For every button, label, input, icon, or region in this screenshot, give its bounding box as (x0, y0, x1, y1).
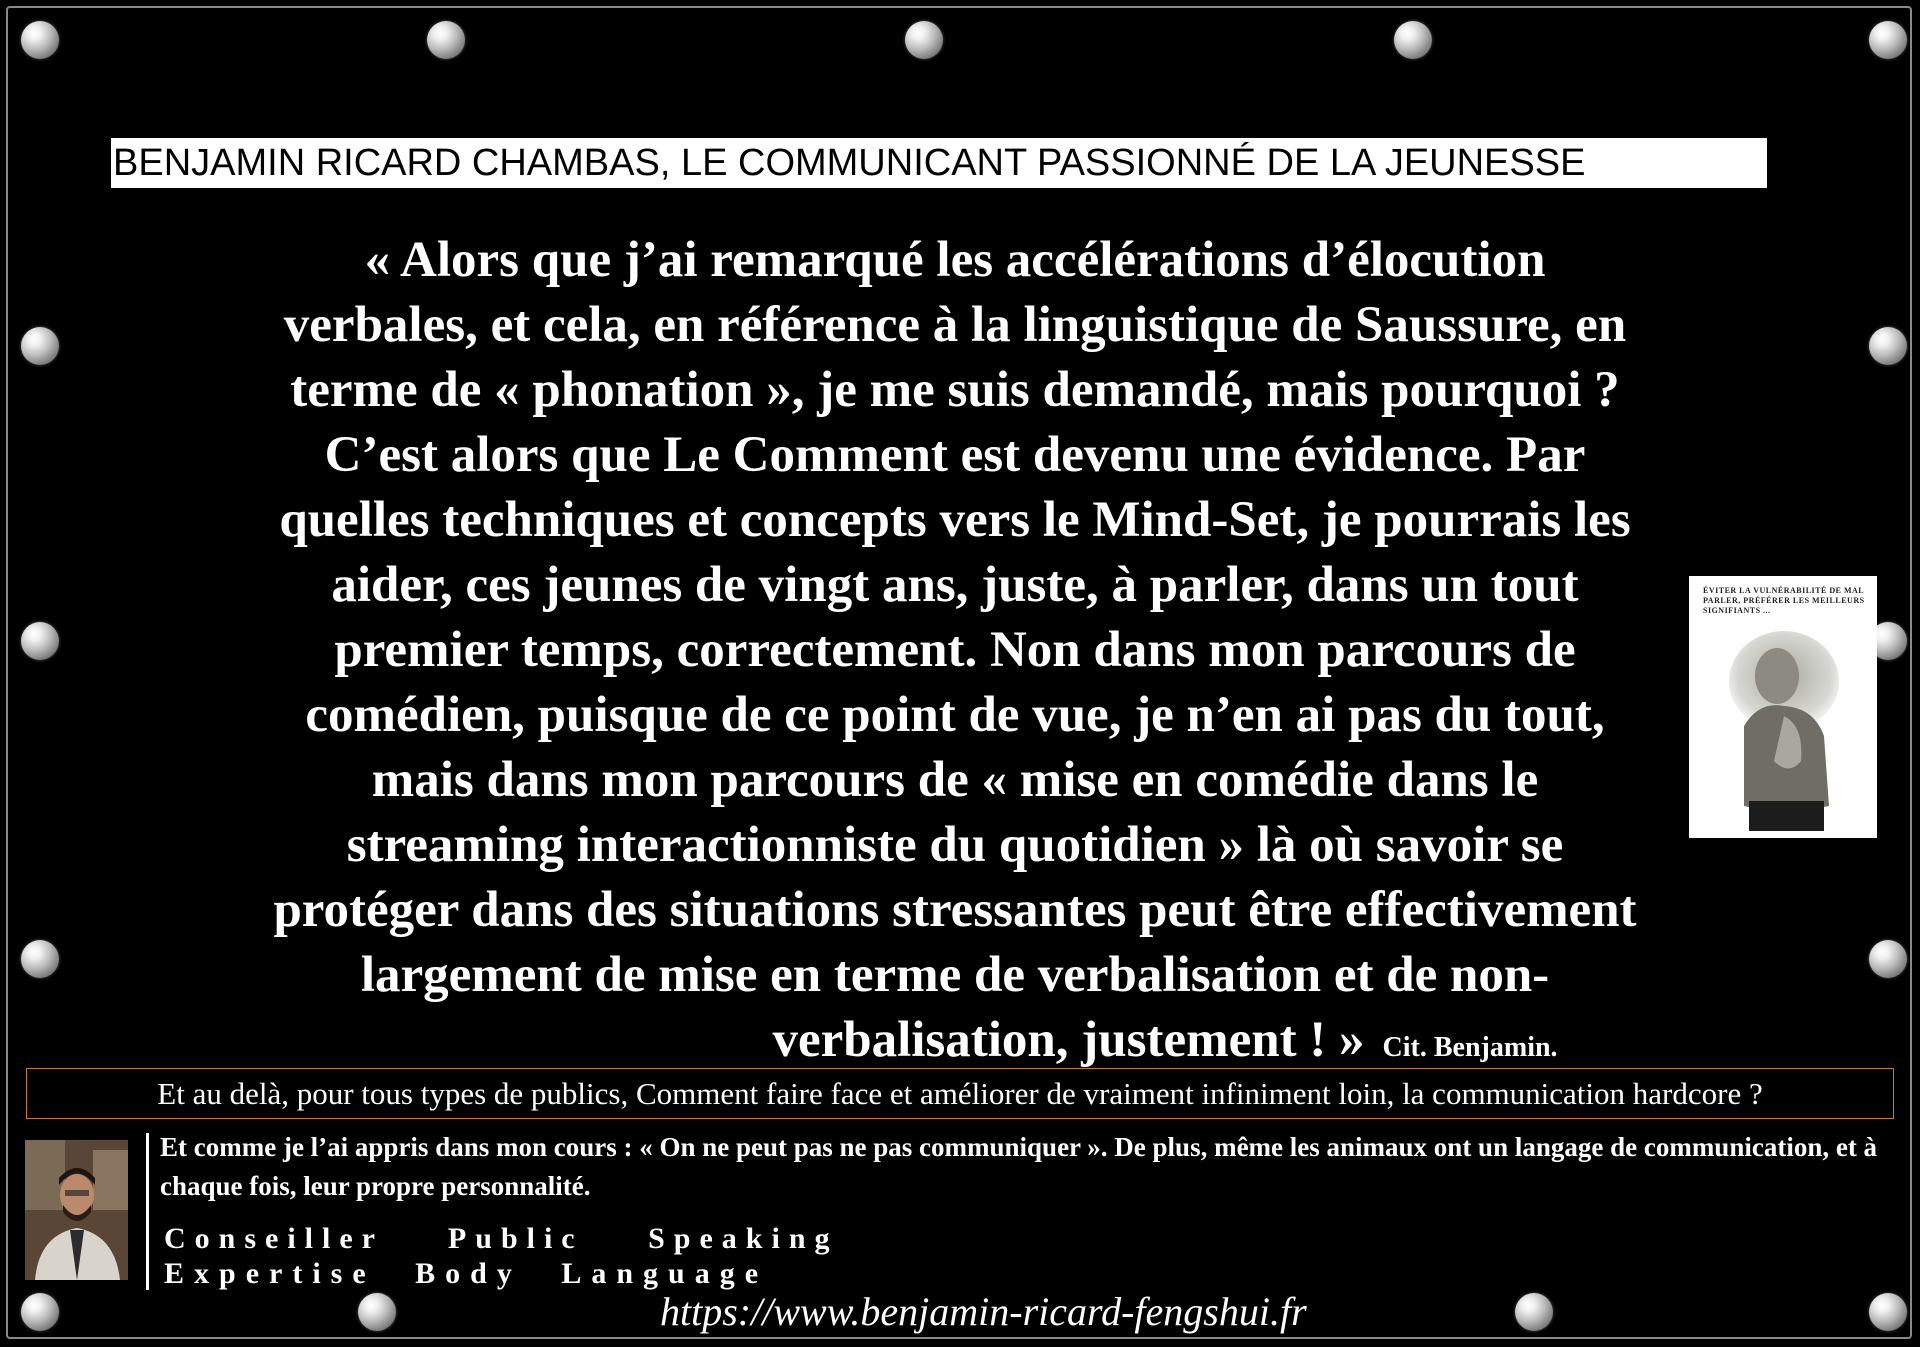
quote-line: mais dans mon parcours de « mise en comédie dans le (371, 752, 1539, 808)
main-quote (170, 228, 1740, 1080)
website-link[interactable]: https://www.benjamin-ricard-fengshui.fr (660, 1289, 1307, 1334)
metal-stud-icon (1869, 1293, 1907, 1331)
metal-stud-icon (21, 622, 59, 660)
metal-stud-icon (358, 1293, 396, 1331)
quote-line: C’est alors que Le Comment est devenu une évidence. Par (324, 427, 1586, 483)
quote-line: terme de « phonation », je me suis demandé, mais pourquoi ? (290, 362, 1620, 418)
quote-line: premier temps, correctement. Non dans mon parcours de (334, 622, 1576, 678)
quote-line: verbales, et cela, en référence à la linguistique de Saussure, en (283, 297, 1627, 353)
metal-stud-icon (21, 21, 59, 59)
quote-citation: Cit. Benjamin. (1382, 1032, 1558, 1063)
quote-line: quelles techniques et concepts vers le Mind-Set, je pourrais les (279, 492, 1631, 548)
quote-line: verbalisation, justement ! » (772, 1012, 1365, 1068)
footer-text: Et comme je l’ai appris dans mon cours : « On ne peut pas ne pas communiquer ». De plus, même les animaux ont un langage de communication, et à chaque fois, leur propre personnalité. (160, 1132, 1878, 1201)
signature-line-2: Expertise Body Language (164, 1257, 769, 1290)
poster-caption: ÉVITER LA VULNÉRABILITÉ DE MAL PARLER, PRÉFÉRER LES MEILLEURS SIGNIFIANTS ... (1703, 586, 1865, 615)
signature-line-1: Conseiller Public Speaking (164, 1222, 839, 1255)
quote-line: « Alors que j’ai remarqué les accélérations d’élocution (364, 232, 1546, 288)
metal-stud-icon (1394, 21, 1432, 59)
metal-stud-icon (1869, 21, 1907, 59)
avatar (25, 1140, 128, 1280)
page-title: BENJAMIN RICARD CHAMBAS, LE COMMUNICANT PASSIONNÉ DE LA JEUNESSE (111, 138, 1767, 188)
quote-line: streaming interactionniste du quotidien » là où savoir se (346, 817, 1564, 873)
quote-line: comédien, puisque de ce point de vue, je n’en ai pas du tout, (305, 687, 1605, 743)
metal-stud-icon (21, 1293, 59, 1331)
quote-line: protéger dans des situations stressantes peut être effectivement (273, 882, 1637, 938)
poster-image (1689, 576, 1877, 838)
metal-stud-icon (905, 21, 943, 59)
metal-stud-icon (1869, 327, 1907, 365)
metal-stud-icon (1515, 1293, 1553, 1331)
teaser-box: Et au delà, pour tous types de publics, Comment faire face et améliorer de vraiment infiniment loin, la communication hardcore ? (26, 1068, 1894, 1119)
poster-figure-illustration (1689, 576, 1877, 838)
metal-stud-icon (21, 940, 59, 978)
quote-line: largement de mise en terme de verbalisation et de non- (360, 947, 1550, 1003)
author-photo-illustration (25, 1140, 128, 1280)
metal-stud-icon (21, 327, 59, 365)
divider (146, 1133, 149, 1290)
metal-stud-icon (427, 21, 465, 59)
metal-stud-icon (1869, 940, 1907, 978)
quote-line: aider, ces jeunes de vingt ans, juste, à parler, dans un tout (331, 557, 1579, 613)
